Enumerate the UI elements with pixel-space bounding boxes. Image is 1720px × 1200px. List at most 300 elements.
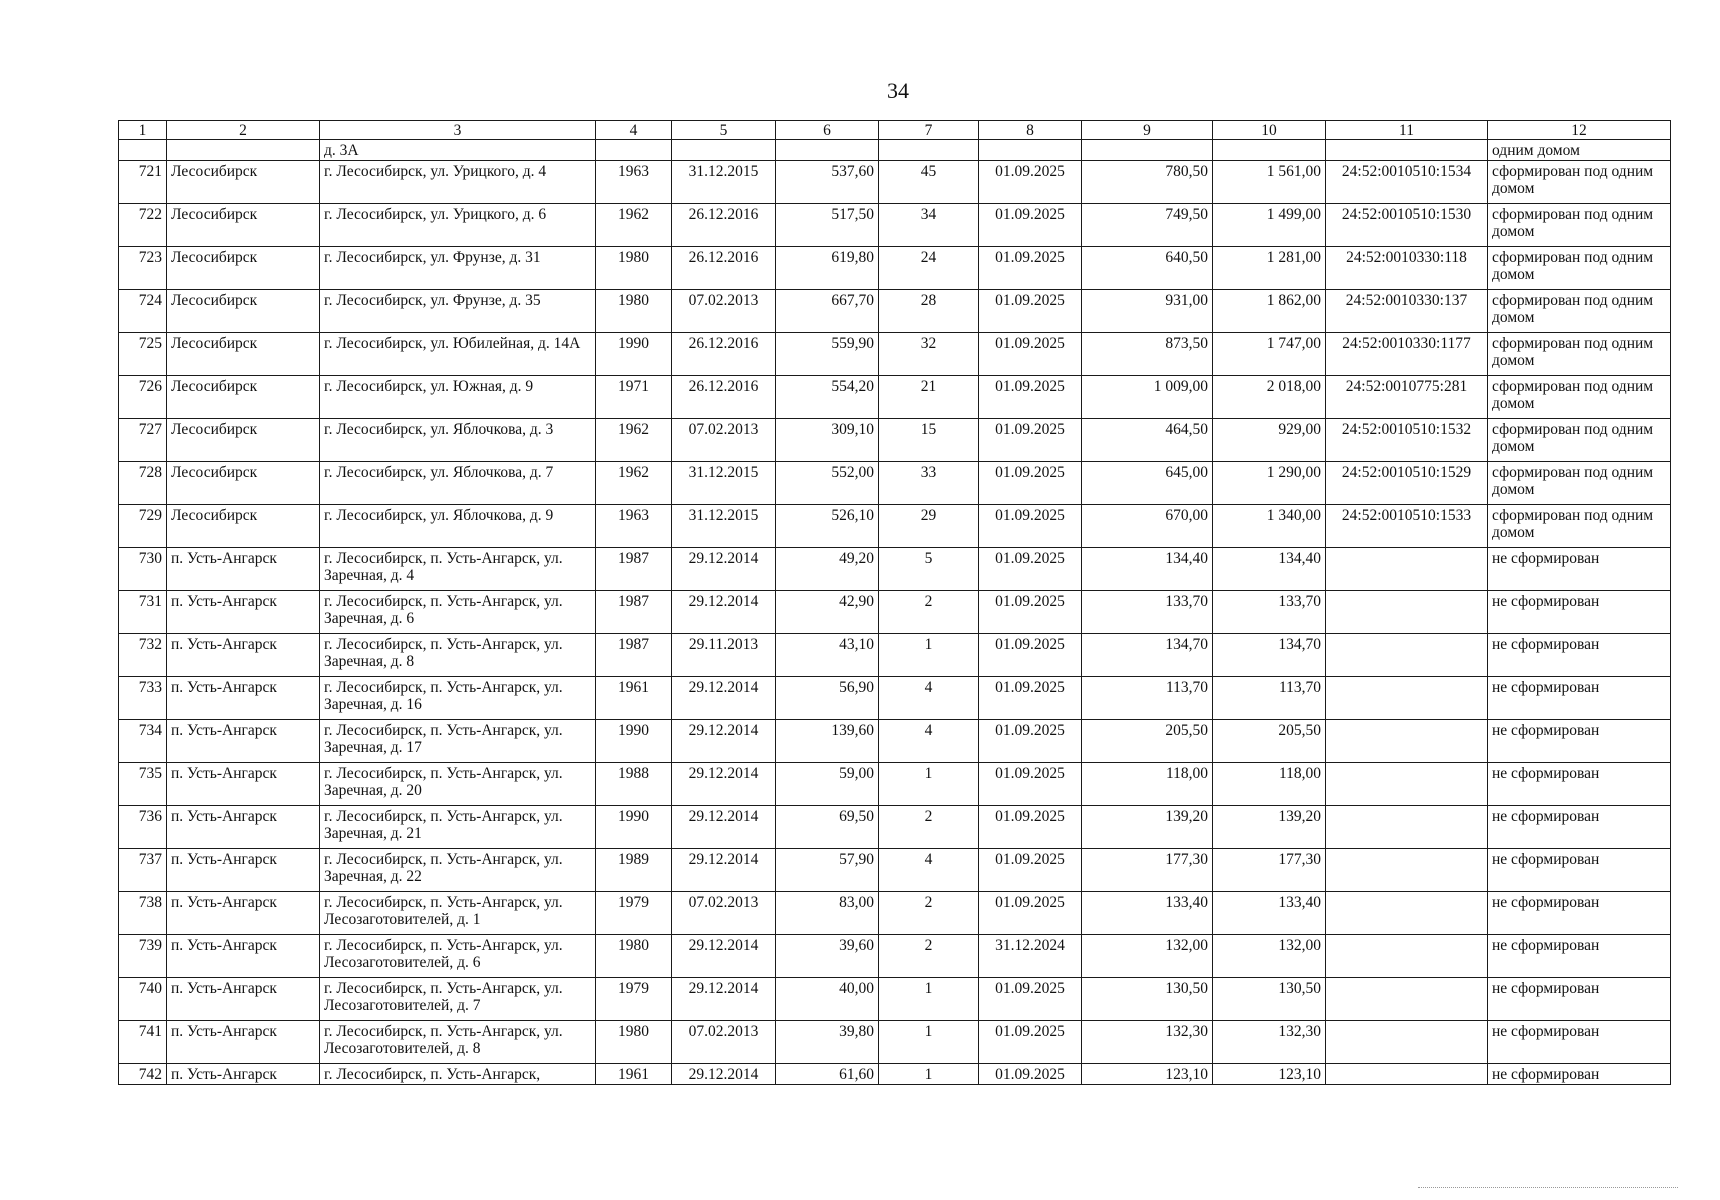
cell-locality: п. Усть-Ангарск [167,763,320,806]
cell-address: г. Лесосибирск, ул. Яблочкова, д. 7 [320,462,596,505]
cell-count: 4 [879,720,979,763]
cell-row-number: 722 [119,204,167,247]
cell-cadastral-number: 24:52:0010510:1534 [1326,161,1488,204]
cell-year: 1987 [596,591,672,634]
cell-year: 1980 [596,247,672,290]
cell-cadastral-number: 24:52:0010775:281 [1326,376,1488,419]
cell-year: 1962 [596,419,672,462]
cell-status: не сформирован [1488,548,1671,591]
cell-count: 1 [879,634,979,677]
cell-area: 309,10 [776,419,879,462]
cell-status: не сформирован [1488,677,1671,720]
cell-date: 29.12.2014 [672,591,776,634]
cell-area: 56,90 [776,677,879,720]
cell-date: 01.09.2025 [979,548,1082,591]
cell-value: 134,70 [1082,634,1213,677]
cell-date: 01.09.2025 [979,849,1082,892]
cell-date: 29.12.2014 [672,548,776,591]
cell-area: 619,80 [776,247,879,290]
cell-empty [1213,140,1326,161]
cell-locality: п. Усть-Ангарск [167,849,320,892]
cell-date: 01.09.2025 [979,677,1082,720]
cell-year: 1963 [596,505,672,548]
cell-address: г. Лесосибирск, п. Усть-Ангарск, ул. Лесозаготовителей, д. 6 [320,935,596,978]
cell-row-number: 735 [119,763,167,806]
cell-year: 1961 [596,677,672,720]
page-number: 34 [887,78,909,103]
cell-date: 01.09.2025 [979,419,1082,462]
cell-date: 01.09.2025 [979,161,1082,204]
cell-count: 5 [879,548,979,591]
cell-year: 1980 [596,1021,672,1064]
table-row [119,333,1671,376]
cell-count: 2 [879,806,979,849]
cell-status: не сформирован [1488,720,1671,763]
cell-value: 640,50 [1082,247,1213,290]
table-row [119,290,1671,333]
cell-count: 34 [879,204,979,247]
cell-cadastral-number [1326,978,1488,1021]
cell-status: сформирован под одним домом [1488,204,1671,247]
cell-locality: п. Усть-Ангарск [167,1064,320,1085]
table-row [119,462,1671,505]
cell-date: 01.09.2025 [979,978,1082,1021]
cell-status: не сформирован [1488,634,1671,677]
cell-date: 01.09.2025 [979,376,1082,419]
cell-status: не сформирован [1488,892,1671,935]
table-row [119,204,1671,247]
cell-count: 4 [879,677,979,720]
cell-cadastral-number: 24:52:0010330:118 [1326,247,1488,290]
cell-area: 59,00 [776,763,879,806]
column-number-header: 4 [596,121,672,140]
table-row [119,763,1671,806]
column-number-header-row [119,121,1671,140]
cell-status: не сформирован [1488,1021,1671,1064]
continuation-row [119,140,1671,161]
table-row [119,1064,1671,1085]
cell-row-number: 734 [119,720,167,763]
cell-status: не сформирован [1488,935,1671,978]
cell-cadastral-number [1326,548,1488,591]
table-row [119,161,1671,204]
column-number-header: 5 [672,121,776,140]
cell-cadastral-number [1326,634,1488,677]
cell-date: 01.09.2025 [979,290,1082,333]
cell-year: 1987 [596,634,672,677]
cell-address: г. Лесосибирск, п. Усть-Ангарск, ул. Заречная, д. 22 [320,849,596,892]
cell-year: 1979 [596,978,672,1021]
cell-status: одним домом [1488,140,1671,161]
cell-status: сформирован под одним домом [1488,247,1671,290]
cell-year: 1980 [596,935,672,978]
cell-status: сформирован под одним домом [1488,290,1671,333]
cell-row-number: 738 [119,892,167,935]
table-row [119,548,1671,591]
cell-row-number: 737 [119,849,167,892]
table-row [119,806,1671,849]
cell-area: 139,60 [776,720,879,763]
table-row [119,720,1671,763]
cell-count: 1 [879,763,979,806]
cell-row-number: 742 [119,1064,167,1085]
cell-empty [879,140,979,161]
table-row [119,419,1671,462]
column-number-header: 9 [1082,121,1213,140]
cell-area: 39,60 [776,935,879,978]
cell-date: 01.09.2025 [979,806,1082,849]
cell-year: 1979 [596,892,672,935]
cell-area: 667,70 [776,290,879,333]
cell-address: г. Лесосибирск, п. Усть-Ангарск, ул. Заречная, д. 17 [320,720,596,763]
cell-address: г. Лесосибирск, ул. Урицкого, д. 6 [320,204,596,247]
cell-count: 15 [879,419,979,462]
cell-value: 464,50 [1082,419,1213,462]
cell-date: 26.12.2016 [672,333,776,376]
cell-year: 1971 [596,376,672,419]
cell-date: 26.12.2016 [672,247,776,290]
cell-count: 33 [879,462,979,505]
cell-row-number: 731 [119,591,167,634]
cell-locality: п. Усть-Ангарск [167,1021,320,1064]
cell-date: 01.09.2025 [979,763,1082,806]
column-number-header: 3 [320,121,596,140]
cell-area: 526,10 [776,505,879,548]
cell-date: 07.02.2013 [672,419,776,462]
cell-value: 132,00 [1213,935,1326,978]
cell-row-number: 741 [119,1021,167,1064]
cell-address: г. Лесосибирск, п. Усть-Ангарск, ул. Лесозаготовителей, д. 7 [320,978,596,1021]
cell-value: 133,70 [1082,591,1213,634]
cell-cadastral-number: 24:52:0010510:1530 [1326,204,1488,247]
cell-cadastral-number: 24:52:0010330:137 [1326,290,1488,333]
cell-value: 134,70 [1213,634,1326,677]
cell-status: не сформирован [1488,849,1671,892]
cell-date: 01.09.2025 [979,720,1082,763]
footer-rule [1418,1187,1678,1188]
cell-value: 2 018,00 [1213,376,1326,419]
column-number-header: 1 [119,121,167,140]
cell-row-number: 730 [119,548,167,591]
cell-value: 749,50 [1082,204,1213,247]
cell-area: 61,60 [776,1064,879,1085]
cell-cadastral-number [1326,1064,1488,1085]
cell-row-number: 721 [119,161,167,204]
cell-date: 01.09.2025 [979,591,1082,634]
table-row [119,935,1671,978]
cell-value: 1 747,00 [1213,333,1326,376]
cell-row-number: 725 [119,333,167,376]
cell-count: 1 [879,1064,979,1085]
cell-value: 139,20 [1082,806,1213,849]
cell-value: 1 290,00 [1213,462,1326,505]
cell-status: не сформирован [1488,806,1671,849]
cell-date: 07.02.2013 [672,1021,776,1064]
cell-locality: Лесосибирск [167,505,320,548]
cell-row-number: 728 [119,462,167,505]
table-row [119,247,1671,290]
table-row [119,634,1671,677]
cell-area: 40,00 [776,978,879,1021]
column-number-header: 12 [1488,121,1671,140]
cell-value: 130,50 [1213,978,1326,1021]
cell-address: г. Лесосибирск, ул. Урицкого, д. 4 [320,161,596,204]
table-row [119,1021,1671,1064]
cell-year: 1988 [596,763,672,806]
cell-value: 134,40 [1213,548,1326,591]
table-row [119,677,1671,720]
cell-cadastral-number: 24:52:0010510:1533 [1326,505,1488,548]
cell-status: сформирован под одним домом [1488,462,1671,505]
table-row [119,892,1671,935]
cell-value: 931,00 [1082,290,1213,333]
cell-year: 1962 [596,462,672,505]
cell-value: 130,50 [1082,978,1213,1021]
table-row [119,849,1671,892]
cell-value: 133,70 [1213,591,1326,634]
cell-row-number: 729 [119,505,167,548]
housing-register-table [118,120,1671,1085]
cell-status: сформирован под одним домом [1488,505,1671,548]
cell-cadastral-number [1326,935,1488,978]
cell-date: 29.11.2013 [672,634,776,677]
cell-value: 1 561,00 [1213,161,1326,204]
column-number-header: 6 [776,121,879,140]
cell-locality: п. Усть-Ангарск [167,677,320,720]
cell-area: 57,90 [776,849,879,892]
cell-row-number: 724 [119,290,167,333]
column-number-header: 7 [879,121,979,140]
cell-status: не сформирован [1488,978,1671,1021]
cell-date: 01.09.2025 [979,1021,1082,1064]
cell-date: 29.12.2014 [672,677,776,720]
cell-date: 01.09.2025 [979,204,1082,247]
cell-locality: Лесосибирск [167,247,320,290]
cell-year: 1990 [596,333,672,376]
column-number-header: 2 [167,121,320,140]
cell-locality: Лесосибирск [167,419,320,462]
column-number-header: 11 [1326,121,1488,140]
cell-year: 1963 [596,161,672,204]
cell-date: 26.12.2016 [672,376,776,419]
cell-address: г. Лесосибирск, ул. Южная, д. 9 [320,376,596,419]
cell-value: 118,00 [1213,763,1326,806]
cell-year: 1962 [596,204,672,247]
cell-year: 1989 [596,849,672,892]
cell-empty [167,140,320,161]
cell-area: 552,00 [776,462,879,505]
cell-value: 133,40 [1082,892,1213,935]
cell-value: 132,00 [1082,935,1213,978]
cell-empty [672,140,776,161]
cell-locality: Лесосибирск [167,204,320,247]
table-row [119,376,1671,419]
cell-year: 1990 [596,806,672,849]
cell-date: 26.12.2016 [672,204,776,247]
cell-date: 29.12.2014 [672,720,776,763]
cell-address: г. Лесосибирск, п. Усть-Ангарск, ул. Заречная, д. 21 [320,806,596,849]
cell-locality: Лесосибирск [167,290,320,333]
cell-count: 2 [879,892,979,935]
cell-empty [776,140,879,161]
cell-value: 177,30 [1213,849,1326,892]
cell-address: д. 3А [320,140,596,161]
cell-value: 1 340,00 [1213,505,1326,548]
cell-count: 24 [879,247,979,290]
cell-locality: Лесосибирск [167,376,320,419]
cell-date: 29.12.2014 [672,1064,776,1085]
cell-area: 49,20 [776,548,879,591]
cell-cadastral-number: 24:52:0010330:1177 [1326,333,1488,376]
cell-empty [979,140,1082,161]
cell-date: 01.09.2025 [979,505,1082,548]
column-number-header: 8 [979,121,1082,140]
cell-row-number: 740 [119,978,167,1021]
cell-empty [596,140,672,161]
cell-count: 28 [879,290,979,333]
table-row [119,591,1671,634]
cell-address: г. Лесосибирск, п. Усть-Ангарск, ул. Заречная, д. 4 [320,548,596,591]
cell-date: 01.09.2025 [979,634,1082,677]
cell-row-number: 733 [119,677,167,720]
cell-date: 29.12.2014 [672,978,776,1021]
cell-date: 29.12.2014 [672,849,776,892]
cell-address: г. Лесосибирск, ул. Яблочкова, д. 3 [320,419,596,462]
cell-value: 118,00 [1082,763,1213,806]
cell-date: 01.09.2025 [979,247,1082,290]
cell-address: г. Лесосибирск, п. Усть-Ангарск, [320,1064,596,1085]
cell-cadastral-number [1326,892,1488,935]
cell-date: 29.12.2014 [672,763,776,806]
cell-count: 21 [879,376,979,419]
cell-value: 132,30 [1082,1021,1213,1064]
cell-status: сформирован под одним домом [1488,376,1671,419]
cell-area: 42,90 [776,591,879,634]
cell-locality: п. Усть-Ангарск [167,634,320,677]
cell-locality: Лесосибирск [167,462,320,505]
cell-locality: Лесосибирск [167,161,320,204]
cell-value: 113,70 [1213,677,1326,720]
cell-area: 554,20 [776,376,879,419]
table-row [119,505,1671,548]
cell-cadastral-number [1326,720,1488,763]
cell-year: 1961 [596,1064,672,1085]
cell-value: 929,00 [1213,419,1326,462]
cell-area: 537,60 [776,161,879,204]
cell-count: 2 [879,935,979,978]
cell-locality: п. Усть-Ангарск [167,591,320,634]
cell-row-number: 726 [119,376,167,419]
cell-count: 32 [879,333,979,376]
cell-empty [1326,140,1488,161]
cell-count: 1 [879,978,979,1021]
cell-cadastral-number [1326,849,1488,892]
cell-status: не сформирован [1488,591,1671,634]
cell-date: 07.02.2013 [672,892,776,935]
cell-row-number: 739 [119,935,167,978]
cell-date: 01.09.2025 [979,333,1082,376]
cell-value: 205,50 [1082,720,1213,763]
cell-area: 43,10 [776,634,879,677]
column-number-header: 10 [1213,121,1326,140]
cell-date: 31.12.2015 [672,505,776,548]
cell-address: г. Лесосибирск, п. Усть-Ангарск, ул. Лесозаготовителей, д. 8 [320,1021,596,1064]
table-body [119,140,1671,1085]
cell-date: 29.12.2014 [672,935,776,978]
cell-year: 1987 [596,548,672,591]
cell-date: 07.02.2013 [672,290,776,333]
cell-area: 39,80 [776,1021,879,1064]
cell-empty [1082,140,1213,161]
cell-date: 31.12.2024 [979,935,1082,978]
cell-area: 517,50 [776,204,879,247]
cell-cadastral-number: 24:52:0010510:1532 [1326,419,1488,462]
cell-cadastral-number [1326,1021,1488,1064]
cell-count: 45 [879,161,979,204]
cell-locality: п. Усть-Ангарск [167,935,320,978]
cell-cadastral-number: 24:52:0010510:1529 [1326,462,1488,505]
cell-value: 670,00 [1082,505,1213,548]
cell-locality: Лесосибирск [167,333,320,376]
cell-locality: п. Усть-Ангарск [167,806,320,849]
cell-date: 01.09.2025 [979,462,1082,505]
cell-value: 132,30 [1213,1021,1326,1064]
cell-value: 177,30 [1082,849,1213,892]
cell-row-number: 727 [119,419,167,462]
cell-area: 83,00 [776,892,879,935]
cell-cadastral-number [1326,591,1488,634]
cell-value: 134,40 [1082,548,1213,591]
cell-value: 133,40 [1213,892,1326,935]
cell-value: 123,10 [1213,1064,1326,1085]
cell-value: 123,10 [1082,1064,1213,1085]
cell-cadastral-number [1326,677,1488,720]
cell-address: г. Лесосибирск, п. Усть-Ангарск, ул. Заречная, д. 20 [320,763,596,806]
cell-status: сформирован под одним домом [1488,333,1671,376]
cell-value: 780,50 [1082,161,1213,204]
cell-status: сформирован под одним домом [1488,419,1671,462]
cell-area: 559,90 [776,333,879,376]
cell-status: сформирован под одним домом [1488,161,1671,204]
cell-value: 205,50 [1213,720,1326,763]
cell-value: 1 281,00 [1213,247,1326,290]
cell-cadastral-number [1326,806,1488,849]
cell-locality: п. Усть-Ангарск [167,548,320,591]
cell-row-number: 736 [119,806,167,849]
cell-count: 4 [879,849,979,892]
cell-address: г. Лесосибирск, п. Усть-Ангарск, ул. Заречная, д. 6 [320,591,596,634]
table-row [119,978,1671,1021]
cell-count: 29 [879,505,979,548]
cell-year: 1990 [596,720,672,763]
cell-locality: п. Усть-Ангарск [167,978,320,1021]
cell-address: г. Лесосибирск, ул. Яблочкова, д. 9 [320,505,596,548]
cell-value: 873,50 [1082,333,1213,376]
cell-date: 29.12.2014 [672,806,776,849]
cell-status: не сформирован [1488,763,1671,806]
cell-count: 2 [879,591,979,634]
cell-address: г. Лесосибирск, ул. Фрунзе, д. 31 [320,247,596,290]
cell-cadastral-number [1326,763,1488,806]
cell-area: 69,50 [776,806,879,849]
cell-row-number: 723 [119,247,167,290]
cell-count: 1 [879,1021,979,1064]
cell-address: г. Лесосибирск, п. Усть-Ангарск, ул. Лесозаготовителей, д. 1 [320,892,596,935]
cell-row-number: 732 [119,634,167,677]
cell-locality: п. Усть-Ангарск [167,892,320,935]
cell-date: 01.09.2025 [979,1064,1082,1085]
cell-address: г. Лесосибирск, ул. Юбилейная, д. 14А [320,333,596,376]
